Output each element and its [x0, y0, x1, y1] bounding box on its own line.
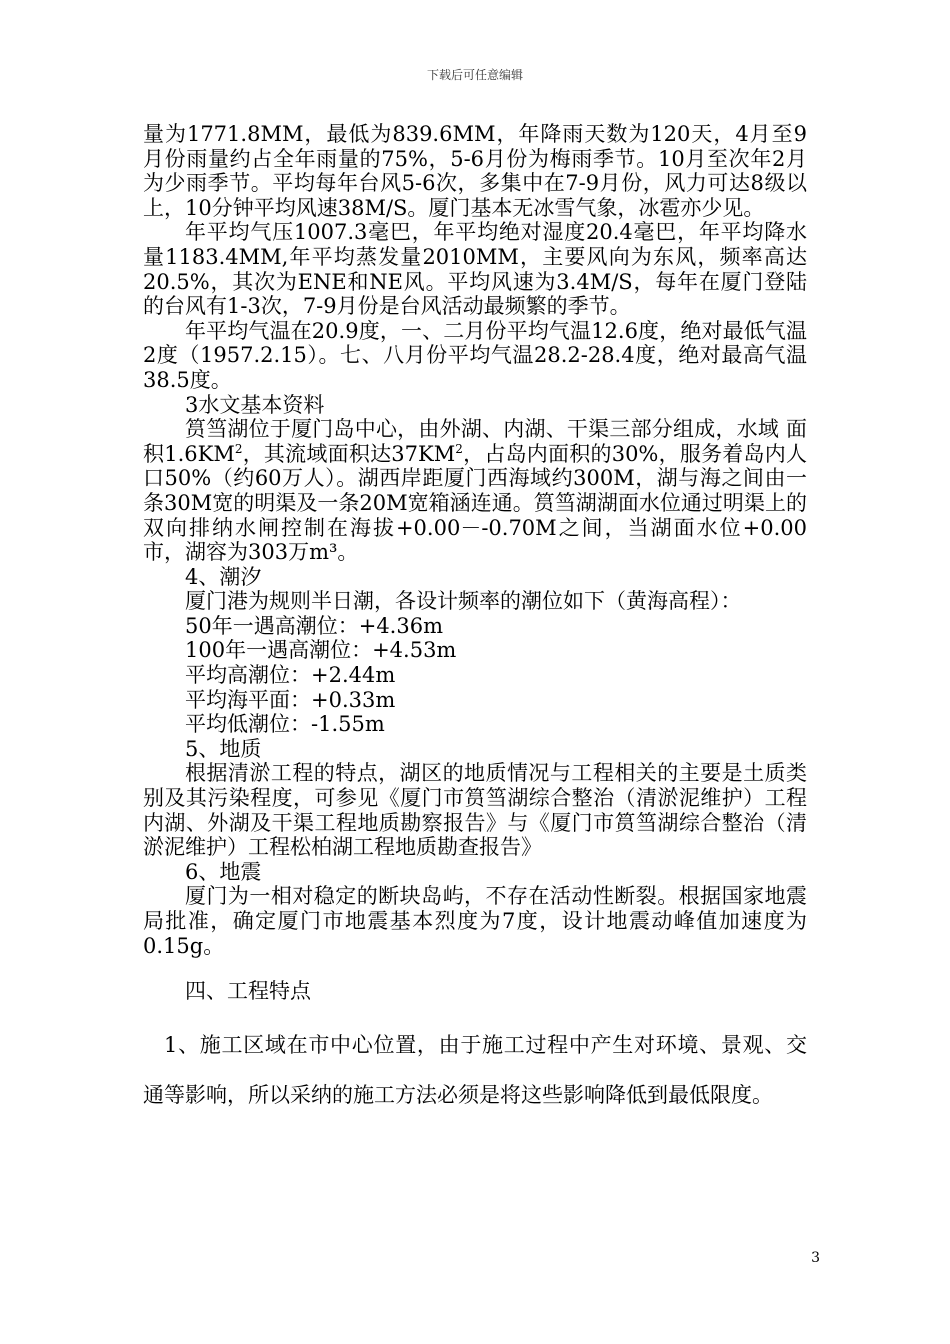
heading-earthquake: 6、地震 — [185, 859, 262, 884]
hydrology-text-part2: ，其流域面积达37KM — [242, 441, 456, 466]
superscript-2: 2 — [455, 441, 463, 456]
paragraph-earthquake: 厦门为一相对稳定的断块岛屿，不存在活动性断裂。根据国家地震局批准，确定厦门市地震基本烈度为7度，设计地震动峰值加速度为0.15g。 — [143, 884, 807, 958]
paragraph-rainfall: 量为1771.8MM，最低为839.6MM，年降雨天数为120天，4月至9月份雨量约占全年雨量的75%，5-6月份为梅雨季节。10月至次年2月为少雨季节。平均每年台风5-6次，多集中在7-9月份，风力可达8级以上，10分钟平均风速38M/S。厦门基本无冰雪气象，冰雹亦少见。 — [143, 122, 807, 220]
paragraph-pressure-humidity: 年平均气压1007.3毫巴，年平均绝对湿度20.4毫巴，年平均降水量1183.4MM,年平均蒸发量2010MM，主要风向为东风，频率高达20.5%，其次为ENE和NE风。平均风速为3.4M/S，每年在厦门登陆的台风有1-3次，7-9月份是台风活动最频繁的季节。 — [143, 220, 807, 319]
hydrology-text-part1: 筼筜湖位于厦门岛中心，由外湖、内湖、干渠三部分组成，水域 面积1.6KM — [143, 417, 807, 466]
heading-tide: 4、潮汐 — [185, 564, 262, 589]
tide-level-item: 平均海平面：+0.33m — [185, 687, 396, 712]
page-number: 3 — [811, 1250, 820, 1266]
document-body — [143, 122, 807, 1120]
page-header: 下载后可任意编辑 — [426, 68, 523, 82]
paragraph-temperature: 年平均气温在20.9度，一、二月份平均气温12.6度，绝对最低气温2度（1957.2.15）。七、八月份平均气温28.2-28.4度，绝对最高气温38.5度。 — [143, 318, 807, 392]
tide-level-item: 平均低潮位：-1.55m — [185, 712, 385, 737]
paragraph-geology: 根据清淤工程的特点，湖区的地质情况与工程相关的主要是土质类别及其污染程度，可参见《厦门市筼筜湖综合整治（清淤泥维护）工程内湖、外湖及干渠工程地质勘察报告》与《厦门市筼筜湖综合整治（清淤泥维护）工程松柏湖工程地质勘查报告》 — [143, 761, 807, 860]
tide-level-item: 100年一遇高潮位：+4.53m — [185, 638, 457, 663]
section-title-project-features: 四、工程特点 — [185, 979, 311, 1004]
tide-level-item: 平均高潮位：+2.44m — [185, 663, 396, 688]
heading-hydrology: 3水文基本资料 — [185, 392, 325, 417]
hydrology-text-part3: ，占岛内面积的30%，服务着岛内人口50%（约60万人）。湖西岸距厦门西海域约300M，湖与海之间由一条30M宽的明渠及一条20M宽箱涵连通。筼筜湖湖面水位通过明渠上的双向排纳水闸控制在海拔+0.00－-0.70M之间，当湖面水位+0.00市，湖容为303万m³。 — [143, 441, 807, 565]
tide-intro: 厦门港为规则半日潮，各设计频率的潮位如下（黄海高程）： — [185, 589, 742, 614]
paragraph-project-feature-1: 1、施工区域在市中心位置，由于施工过程中产生对环境、景观、交通等影响，所以采纳的施工方法必须是将这些影响降低到最低限度。 — [143, 1033, 807, 1108]
superscript-2: 2 — [234, 441, 243, 456]
paragraph-hydrology — [143, 417, 807, 565]
tide-level-item: 50年一遇高潮位：+4.36m — [185, 613, 443, 638]
heading-geology: 5、地质 — [185, 736, 262, 761]
